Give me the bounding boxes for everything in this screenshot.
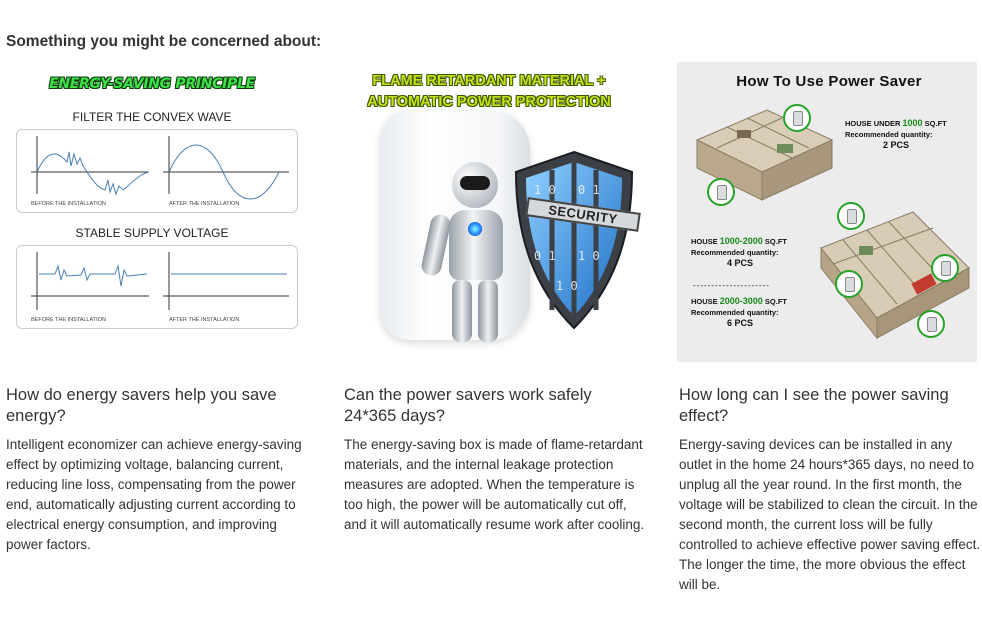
faq-answer: Energy-saving devices can be installed in any outlet in the home 24 hours*365 days, no need to unplug all the year round. In the first month, the voltage will be stabilized to clean the circuit. In the second month, the current loss will be fully controlled to achieve effective power saving effect. The longer the time, the more obvious the effect will be. bbox=[679, 437, 981, 592]
filter-wave-title: FILTER THE CONVEX WAVE bbox=[72, 110, 232, 124]
recommended-qty: 4 PCS bbox=[727, 258, 754, 268]
after-caption: AFTER THE INSTALLATION bbox=[169, 201, 240, 207]
faq-question: Can the power savers work safely 24*365 days? bbox=[344, 386, 592, 425]
recommended-qty: 2 PCS bbox=[883, 140, 910, 150]
how-to-use-title: How To Use Power Saver bbox=[736, 73, 922, 90]
house-prefix: HOUSE bbox=[691, 237, 718, 246]
power-saver-pin-icon bbox=[931, 254, 959, 282]
power-saver-pin-icon bbox=[835, 270, 863, 298]
flame-retardant-title-line2: AUTOMATIC POWER PROTECTION bbox=[367, 94, 611, 110]
how-to-use-image bbox=[679, 62, 982, 362]
faq-answer: Intelligent economizer can achieve energy-saving effect by optimizing voltage, balancing current, reducing line loss, compensating from the power end, automatically adjusting current according to electrical energy consumption, and improving power factors. bbox=[6, 437, 302, 552]
house-under-1000 bbox=[845, 118, 947, 151]
house-unit: SQ.FT bbox=[764, 237, 787, 246]
house-size: 2000-3000 bbox=[719, 296, 763, 306]
before-caption: BEFORE THE INSTALLATION bbox=[31, 317, 106, 323]
house-size: 1000-2000 bbox=[719, 236, 763, 246]
power-saver-pin-icon bbox=[917, 310, 945, 338]
robot-body bbox=[449, 210, 503, 280]
faq-card-energy-saving bbox=[6, 62, 316, 552]
house-unit: SQ.FT bbox=[764, 297, 787, 306]
recommended-label: Recommended quantity: bbox=[845, 130, 933, 139]
house-size: 1000 bbox=[902, 118, 923, 128]
svg-text:1 0: 1 0 bbox=[556, 279, 578, 293]
section-title: Something you might be concerned about: bbox=[6, 33, 322, 50]
before-caption: BEFORE THE INSTALLATION bbox=[31, 201, 106, 207]
energy-saving-title: ENERGY-SAVING PRINCIPLE bbox=[49, 76, 255, 92]
faq-card-effect-time bbox=[679, 62, 982, 592]
filter-wave-panel bbox=[16, 129, 298, 213]
faq-question: How long can I see the power saving effect? bbox=[679, 386, 949, 425]
flame-retardant-title bbox=[344, 71, 634, 113]
recommended-qty: 6 PCS bbox=[727, 318, 754, 328]
faq-question: How do energy savers help you save energy? bbox=[6, 386, 277, 425]
separator: --------------------- bbox=[693, 281, 770, 290]
house-1000-2000 bbox=[691, 236, 787, 269]
robot-leg bbox=[478, 280, 498, 342]
faq-answer: The energy-saving box is made of flame-retardant materials, and the internal leakage protection measures are adopted. When the temperature is too high, the power will be automatically cut off, and it will automatically resume work after cooling. bbox=[344, 437, 645, 532]
recommended-label: Recommended quantity: bbox=[691, 248, 779, 257]
stable-voltage-title: STABLE SUPPLY VOLTAGE bbox=[75, 226, 229, 240]
shield-label: SECURITY bbox=[525, 197, 641, 232]
robot-core bbox=[468, 222, 482, 236]
after-caption: AFTER THE INSTALLATION bbox=[169, 317, 240, 323]
energy-saving-principle-image bbox=[6, 62, 316, 362]
svg-text:0 1: 0 1 bbox=[534, 249, 556, 263]
power-saver-pin-icon bbox=[707, 178, 735, 206]
power-saver-pin-icon bbox=[837, 202, 865, 230]
robot-leg bbox=[452, 280, 472, 342]
stable-voltage-panel bbox=[16, 245, 298, 329]
house-prefix: HOUSE UNDER bbox=[845, 119, 901, 128]
house-prefix: HOUSE bbox=[691, 297, 718, 306]
shield-icon bbox=[512, 150, 636, 330]
faq-card-safety bbox=[344, 62, 654, 532]
house-2000-3000 bbox=[691, 296, 787, 329]
house-unit: SQ.FT bbox=[924, 119, 947, 128]
svg-text:0 1: 0 1 bbox=[578, 183, 600, 197]
flame-retardant-title-line1: FLAME RETARDANT MATERIAL + bbox=[372, 73, 606, 89]
recommended-label: Recommended quantity: bbox=[691, 308, 779, 317]
svg-text:1 0: 1 0 bbox=[578, 249, 600, 263]
robot-visor bbox=[460, 176, 490, 190]
svg-text:1 0: 1 0 bbox=[534, 183, 556, 197]
power-saver-pin-icon bbox=[783, 104, 811, 132]
flame-retardant-image bbox=[344, 62, 654, 362]
